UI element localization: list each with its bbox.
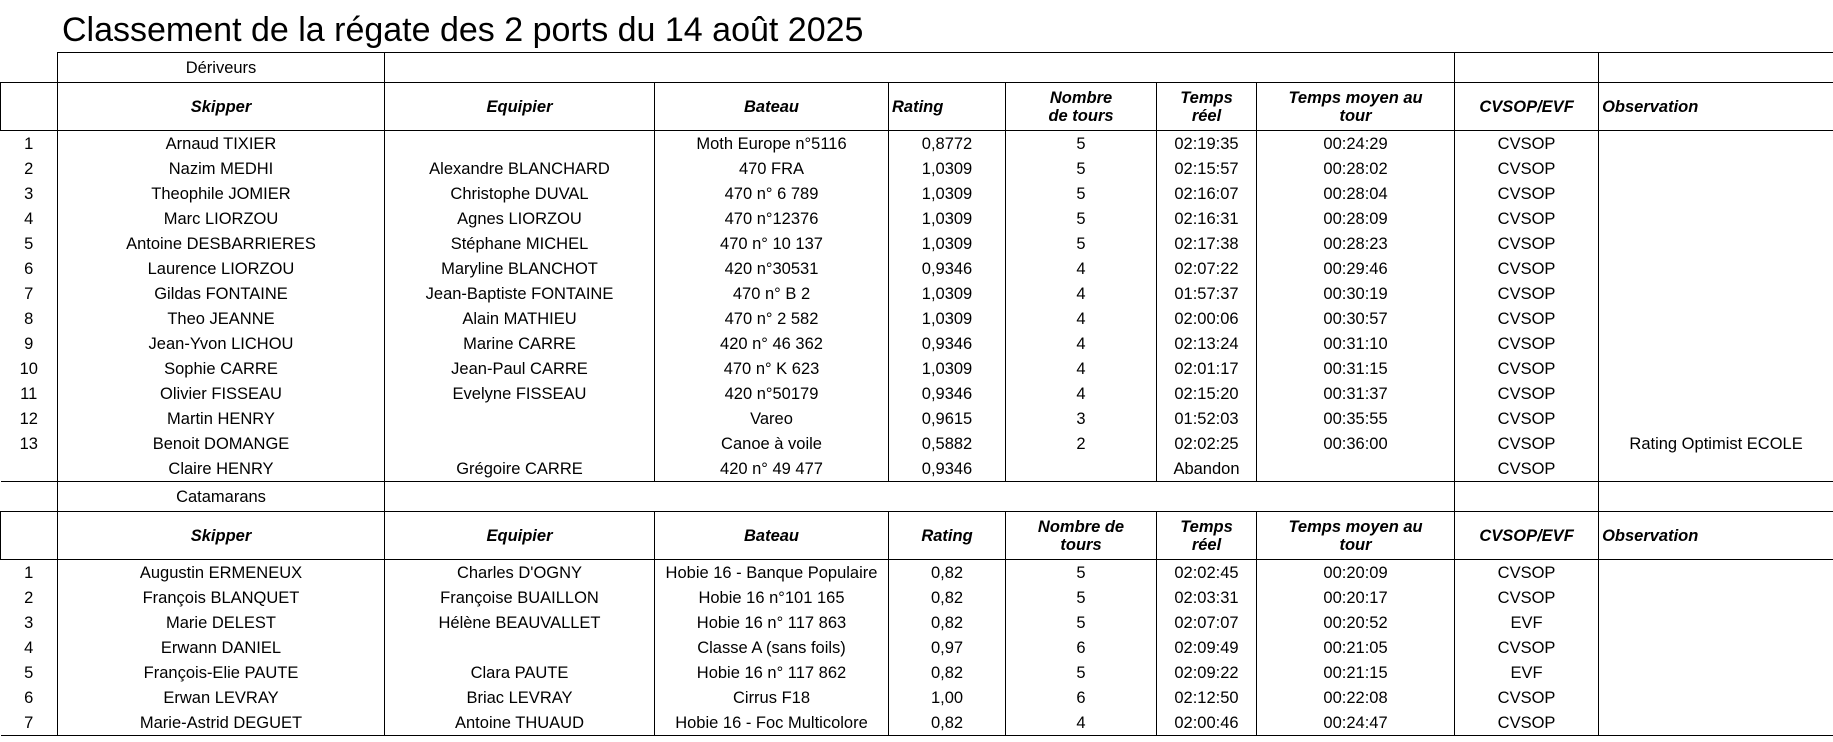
cell-temps: Abandon <box>1157 456 1257 482</box>
cell-club: EVF <box>1455 610 1599 635</box>
cell-obs <box>1599 610 1833 635</box>
cell-bateau: 470 n° 6 789 <box>655 181 889 206</box>
cell-tours: 6 <box>1006 635 1157 660</box>
cell-rating: 1,0309 <box>889 181 1006 206</box>
table-row <box>1 406 1833 431</box>
cell-bateau: Classe A (sans foils) <box>655 635 889 660</box>
cell-rating: 0,5882 <box>889 431 1006 456</box>
cell-skipper: Nazim MEDHI <box>58 156 385 181</box>
header-moyen: Temps moyen au tour <box>1257 512 1455 560</box>
cell-rating: 1,0309 <box>889 356 1006 381</box>
cell-temps: 02:01:17 <box>1157 356 1257 381</box>
cell-skipper: Antoine DESBARRIERES <box>58 231 385 256</box>
cell-skipper: Claire HENRY <box>58 456 385 482</box>
cell-moyen: 00:20:52 <box>1257 610 1455 635</box>
cell-moyen: 00:31:15 <box>1257 356 1455 381</box>
cell-rating: 1,0309 <box>889 156 1006 181</box>
cell-rank: 5 <box>24 234 34 253</box>
cell-temps: 02:03:31 <box>1157 585 1257 610</box>
cell-rank: 1 <box>24 563 34 582</box>
cell-tours: 5 <box>1006 181 1157 206</box>
cell-skipper: Jean-Yvon LICHOU <box>58 331 385 356</box>
cell-temps: 02:00:46 <box>1157 710 1257 736</box>
cell-rank: 3 <box>24 613 34 632</box>
cell-bateau: 420 n°30531 <box>655 256 889 281</box>
cell-club: EVF <box>1455 660 1599 685</box>
cell-moyen: 00:29:46 <box>1257 256 1455 281</box>
cell-moyen: 00:30:19 <box>1257 281 1455 306</box>
cell-obs <box>1599 585 1833 610</box>
results-table <box>0 52 1833 736</box>
cell-rating: 1,00 <box>889 685 1006 710</box>
section-blank-obs <box>1599 482 1833 512</box>
cell-bateau: 470 n° 10 137 <box>655 231 889 256</box>
cell-moyen <box>1257 456 1455 482</box>
cell-moyen: 00:21:05 <box>1257 635 1455 660</box>
cell-skipper: Marc LIORZOU <box>58 206 385 231</box>
cell-bateau: Canoe à voile <box>655 431 889 456</box>
cell-rating: 1,0309 <box>889 231 1006 256</box>
cell-rating: 0,82 <box>889 660 1006 685</box>
cell-rank: 7 <box>24 284 34 303</box>
table-row <box>1 256 1833 281</box>
cell-equipier: Maryline BLANCHOT <box>385 256 655 281</box>
header-tours: Nombre de tours <box>1006 83 1157 131</box>
cell-skipper: Marie DELEST <box>58 610 385 635</box>
cell-club: CVSOP <box>1455 281 1599 306</box>
cell-temps: 01:57:37 <box>1157 281 1257 306</box>
header-temps: Temps réel <box>1157 83 1257 131</box>
header-equipier: Equipier <box>385 83 655 131</box>
cell-club: CVSOP <box>1455 356 1599 381</box>
table-row <box>1 356 1833 381</box>
cell-club: CVSOP <box>1455 406 1599 431</box>
cell-moyen: 00:24:29 <box>1257 131 1455 157</box>
cell-obs <box>1599 181 1833 206</box>
cell-obs <box>1599 206 1833 231</box>
header-observation: Observation <box>1599 83 1833 131</box>
page-title: Classement de la régate des 2 ports du 14 août 2025 <box>62 11 864 49</box>
cell-temps: 02:19:35 <box>1157 131 1257 157</box>
header-bateau: Bateau <box>655 512 889 560</box>
section-spacer <box>1 482 58 512</box>
table-row <box>1 206 1833 231</box>
cell-moyen: 00:35:55 <box>1257 406 1455 431</box>
cell-bateau: Hobie 16 - Banque Populaire <box>655 560 889 586</box>
cell-skipper: Erwann DANIEL <box>58 635 385 660</box>
cell-skipper: François-Elie PAUTE <box>58 660 385 685</box>
cell-moyen: 00:20:17 <box>1257 585 1455 610</box>
cell-rating: 1,0309 <box>889 306 1006 331</box>
cell-rank: 10 <box>19 359 38 378</box>
table-row <box>1 610 1833 635</box>
section-row <box>1 482 1833 512</box>
table-row <box>1 281 1833 306</box>
header-row <box>1 83 1833 131</box>
cell-tours: 5 <box>1006 660 1157 685</box>
cell-club: CVSOP <box>1455 131 1599 157</box>
section-blank <box>385 53 1455 83</box>
section-blank-obs <box>1599 53 1833 83</box>
cell-equipier: Evelyne FISSEAU <box>385 381 655 406</box>
cell-temps: 02:00:06 <box>1157 306 1257 331</box>
cell-equipier: Françoise BUAILLON <box>385 585 655 610</box>
cell-rank: 4 <box>24 638 34 657</box>
cell-club: CVSOP <box>1455 306 1599 331</box>
cell-skipper: Sophie CARRE <box>58 356 385 381</box>
cell-temps: 02:07:22 <box>1157 256 1257 281</box>
cell-tours: 5 <box>1006 610 1157 635</box>
cell-tours: 5 <box>1006 156 1157 181</box>
cell-rank: 2 <box>24 588 34 607</box>
cell-obs <box>1599 281 1833 306</box>
cell-skipper: Laurence LIORZOU <box>58 256 385 281</box>
header-club: CVSOP/EVF <box>1455 83 1599 131</box>
cell-obs <box>1599 306 1833 331</box>
cell-moyen: 00:28:02 <box>1257 156 1455 181</box>
cell-skipper: Marie-Astrid DEGUET <box>58 710 385 736</box>
cell-tours: 3 <box>1006 406 1157 431</box>
table-row <box>1 560 1833 586</box>
cell-bateau: Hobie 16 n° 117 863 <box>655 610 889 635</box>
header-row <box>1 512 1833 560</box>
cell-skipper: François BLANQUET <box>58 585 385 610</box>
cell-skipper: Theo JEANNE <box>58 306 385 331</box>
section-spacer <box>1 53 58 83</box>
cell-bateau: Hobie 16 n° 117 862 <box>655 660 889 685</box>
cell-rating: 0,82 <box>889 710 1006 736</box>
cell-club: CVSOP <box>1455 156 1599 181</box>
cell-skipper: Olivier FISSEAU <box>58 381 385 406</box>
cell-tours: 6 <box>1006 685 1157 710</box>
section-blank-club <box>1455 53 1599 83</box>
cell-temps: 01:52:03 <box>1157 406 1257 431</box>
table-row <box>1 231 1833 256</box>
cell-rank: 4 <box>24 209 34 228</box>
cell-obs <box>1599 231 1833 256</box>
cell-moyen: 00:31:37 <box>1257 381 1455 406</box>
section-label: Catamarans <box>58 482 385 512</box>
cell-rating: 0,9615 <box>889 406 1006 431</box>
cell-temps: 02:12:50 <box>1157 685 1257 710</box>
header-equipier: Equipier <box>385 512 655 560</box>
cell-club: CVSOP <box>1455 381 1599 406</box>
cell-rank: 6 <box>24 259 34 278</box>
cell-equipier <box>385 431 655 456</box>
cell-equipier: Clara PAUTE <box>385 660 655 685</box>
cell-tours: 4 <box>1006 256 1157 281</box>
cell-moyen: 00:28:23 <box>1257 231 1455 256</box>
cell-club: CVSOP <box>1455 331 1599 356</box>
cell-equipier: Grégoire CARRE <box>385 456 655 482</box>
cell-skipper: Benoit DOMANGE <box>58 431 385 456</box>
section-label: Dériveurs <box>58 53 385 83</box>
header-rank <box>1 83 58 131</box>
cell-equipier: Charles D'OGNY <box>385 560 655 586</box>
header-temps: Temps réel <box>1157 512 1257 560</box>
cell-moyen: 00:22:08 <box>1257 685 1455 710</box>
table-row <box>1 635 1833 660</box>
cell-temps: 02:07:07 <box>1157 610 1257 635</box>
cell-obs <box>1599 685 1833 710</box>
cell-equipier <box>385 406 655 431</box>
cell-equipier <box>385 635 655 660</box>
cell-obs <box>1599 156 1833 181</box>
cell-rating: 0,82 <box>889 610 1006 635</box>
table-row <box>1 710 1833 736</box>
cell-equipier: Christophe DUVAL <box>385 181 655 206</box>
cell-tours: 5 <box>1006 585 1157 610</box>
cell-rank: 1 <box>24 134 34 153</box>
cell-club: CVSOP <box>1455 456 1599 482</box>
cell-skipper: Augustin ERMENEUX <box>58 560 385 586</box>
cell-equipier: Agnes LIORZOU <box>385 206 655 231</box>
table-row <box>1 181 1833 206</box>
cell-moyen: 00:20:09 <box>1257 560 1455 586</box>
cell-skipper: Gildas FONTAINE <box>58 281 385 306</box>
cell-bateau: Moth Europe n°5116 <box>655 131 889 157</box>
cell-temps: 02:15:57 <box>1157 156 1257 181</box>
header-rating: Rating <box>889 512 1006 560</box>
cell-rating: 0,9346 <box>889 331 1006 356</box>
cell-equipier: Alexandre BLANCHARD <box>385 156 655 181</box>
cell-temps: 02:17:38 <box>1157 231 1257 256</box>
cell-equipier <box>385 131 655 157</box>
table-row <box>1 306 1833 331</box>
cell-bateau: 470 n° K 623 <box>655 356 889 381</box>
cell-temps: 02:15:20 <box>1157 381 1257 406</box>
cell-club: CVSOP <box>1455 685 1599 710</box>
header-skipper: Skipper <box>58 83 385 131</box>
cell-rating: 0,82 <box>889 585 1006 610</box>
cell-tours: 5 <box>1006 131 1157 157</box>
cell-rating: 1,0309 <box>889 206 1006 231</box>
cell-bateau: Cirrus F18 <box>655 685 889 710</box>
cell-obs <box>1599 635 1833 660</box>
cell-obs <box>1599 406 1833 431</box>
cell-rank: 6 <box>24 688 34 707</box>
cell-obs <box>1599 660 1833 685</box>
cell-rank: 3 <box>24 184 34 203</box>
header-moyen: Temps moyen au tour <box>1257 83 1455 131</box>
header-observation: Observation <box>1599 512 1833 560</box>
cell-obs <box>1599 331 1833 356</box>
cell-rank: 9 <box>24 334 34 353</box>
cell-tours <box>1006 456 1157 482</box>
cell-equipier: Alain MATHIEU <box>385 306 655 331</box>
section-blank <box>385 482 1455 512</box>
cell-temps: 02:16:31 <box>1157 206 1257 231</box>
table-row <box>1 331 1833 356</box>
cell-bateau: 420 n° 49 477 <box>655 456 889 482</box>
cell-bateau: 470 FRA <box>655 156 889 181</box>
cell-rank: 7 <box>1 710 58 736</box>
cell-club: CVSOP <box>1455 231 1599 256</box>
cell-rating: 0,9346 <box>889 256 1006 281</box>
cell-club: CVSOP <box>1455 181 1599 206</box>
cell-temps: 02:09:49 <box>1157 635 1257 660</box>
cell-tours: 4 <box>1006 381 1157 406</box>
table-row <box>1 431 1833 456</box>
cell-bateau: 470 n° 2 582 <box>655 306 889 331</box>
cell-moyen: 00:36:00 <box>1257 431 1455 456</box>
cell-tours: 4 <box>1006 306 1157 331</box>
cell-club: CVSOP <box>1455 710 1599 736</box>
header-club: CVSOP/EVF <box>1455 512 1599 560</box>
cell-moyen: 00:30:57 <box>1257 306 1455 331</box>
cell-tours: 5 <box>1006 560 1157 586</box>
cell-tours: 4 <box>1006 710 1157 736</box>
header-skipper: Skipper <box>58 512 385 560</box>
cell-equipier: Jean-Paul CARRE <box>385 356 655 381</box>
cell-obs <box>1599 381 1833 406</box>
cell-obs <box>1599 356 1833 381</box>
cell-obs <box>1599 456 1833 482</box>
table-row <box>1 660 1833 685</box>
cell-rank: 8 <box>24 309 34 328</box>
cell-bateau: Hobie 16 n°101 165 <box>655 585 889 610</box>
cell-temps: 02:02:25 <box>1157 431 1257 456</box>
cell-rank: 11 <box>20 384 38 403</box>
cell-rank: 2 <box>24 159 34 178</box>
cell-tours: 5 <box>1006 231 1157 256</box>
cell-club: CVSOP <box>1455 256 1599 281</box>
cell-rank: 13 <box>19 434 38 453</box>
cell-temps: 02:13:24 <box>1157 331 1257 356</box>
cell-obs <box>1599 710 1833 736</box>
cell-club: CVSOP <box>1455 585 1599 610</box>
cell-club: CVSOP <box>1455 560 1599 586</box>
header-rank <box>1 512 58 560</box>
table-row <box>1 156 1833 181</box>
cell-rank: 12 <box>19 409 38 428</box>
cell-obs <box>1599 560 1833 586</box>
cell-temps: 02:09:22 <box>1157 660 1257 685</box>
cell-skipper: Theophile JOMIER <box>58 181 385 206</box>
table-row <box>1 456 1833 482</box>
cell-moyen: 00:28:04 <box>1257 181 1455 206</box>
cell-equipier: Marine CARRE <box>385 331 655 356</box>
cell-tours: 4 <box>1006 281 1157 306</box>
cell-rating: 0,9346 <box>889 381 1006 406</box>
cell-bateau: 470 n°12376 <box>655 206 889 231</box>
cell-obs <box>1599 256 1833 281</box>
cell-tours: 2 <box>1006 431 1157 456</box>
table-row <box>1 585 1833 610</box>
cell-equipier: Jean-Baptiste FONTAINE <box>385 281 655 306</box>
cell-rating: 0,9346 <box>889 456 1006 482</box>
cell-temps: 02:02:45 <box>1157 560 1257 586</box>
cell-tours: 5 <box>1006 206 1157 231</box>
cell-equipier: Briac LEVRAY <box>385 685 655 710</box>
cell-tours: 4 <box>1006 356 1157 381</box>
cell-bateau: 470 n° B 2 <box>655 281 889 306</box>
cell-moyen: 00:31:10 <box>1257 331 1455 356</box>
cell-skipper: Arnaud TIXIER <box>58 131 385 157</box>
cell-obs: Rating Optimist ECOLE <box>1599 431 1833 456</box>
cell-equipier: Stéphane MICHEL <box>385 231 655 256</box>
header-tours: Nombre de tours <box>1006 512 1157 560</box>
cell-rating: 0,97 <box>889 635 1006 660</box>
section-row <box>1 53 1833 83</box>
cell-skipper: Erwan LEVRAY <box>58 685 385 710</box>
cell-bateau: 420 n° 46 362 <box>655 331 889 356</box>
cell-rank: 5 <box>24 663 34 682</box>
cell-skipper: Martin HENRY <box>58 406 385 431</box>
cell-moyen: 00:24:47 <box>1257 710 1455 736</box>
header-rating: Rating <box>889 83 1006 131</box>
cell-rating: 0,8772 <box>889 131 1006 157</box>
cell-temps: 02:16:07 <box>1157 181 1257 206</box>
cell-obs <box>1599 131 1833 157</box>
cell-moyen: 00:28:09 <box>1257 206 1455 231</box>
cell-bateau: Vareo <box>655 406 889 431</box>
cell-equipier: Hélène BEAUVALLET <box>385 610 655 635</box>
table-row <box>1 685 1833 710</box>
cell-moyen: 00:21:15 <box>1257 660 1455 685</box>
cell-rank <box>1 456 58 482</box>
section-blank-club <box>1455 482 1599 512</box>
cell-equipier: Antoine THUAUD <box>385 710 655 736</box>
cell-club: CVSOP <box>1455 635 1599 660</box>
cell-club: CVSOP <box>1455 431 1599 456</box>
cell-bateau: 420 n°50179 <box>655 381 889 406</box>
cell-rating: 1,0309 <box>889 281 1006 306</box>
cell-club: CVSOP <box>1455 206 1599 231</box>
cell-rating: 0,82 <box>889 560 1006 586</box>
cell-tours: 4 <box>1006 331 1157 356</box>
table-row <box>1 381 1833 406</box>
cell-bateau: Hobie 16 - Foc Multicolore <box>655 710 889 736</box>
table-row <box>1 131 1833 157</box>
header-bateau: Bateau <box>655 83 889 131</box>
